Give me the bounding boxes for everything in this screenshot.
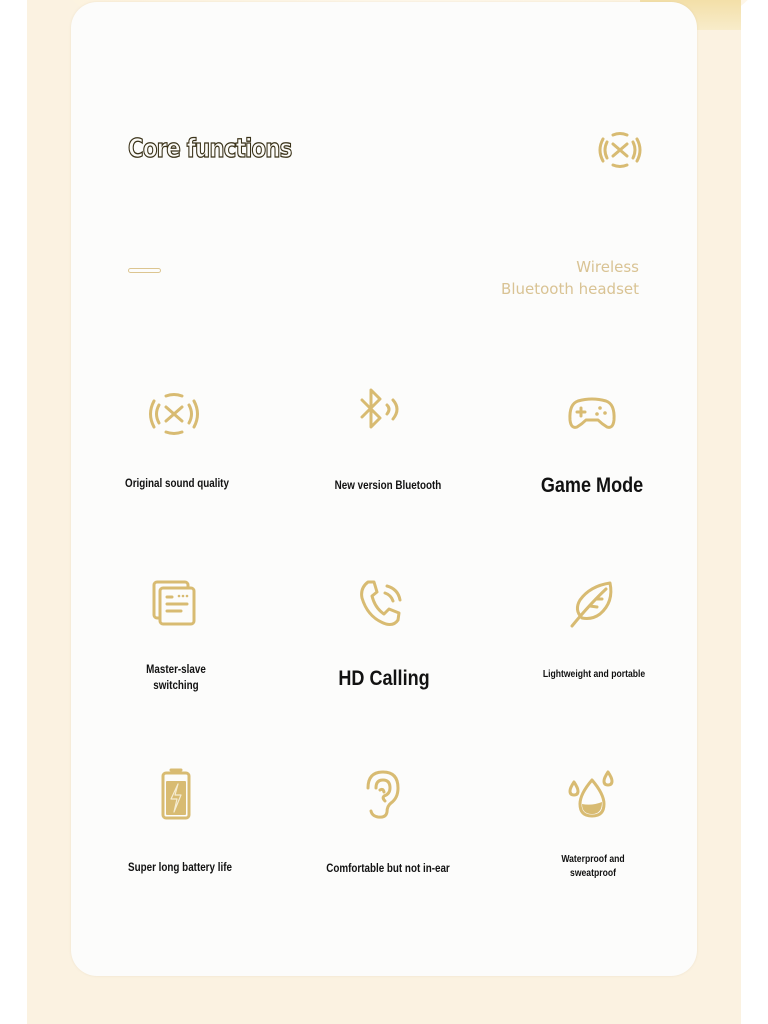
feature-label-hd-calling: HD Calling [338,667,430,690]
subtitle-line-2: Bluetooth headset [501,280,639,298]
phone-call-icon [356,578,408,630]
feature-label-master-slave: Master-slave switching [146,662,206,692]
feature-label-bluetooth: New version Bluetooth [334,478,442,492]
gamepad-icon [566,390,618,442]
water-drops-icon [566,768,618,820]
stacked-cards-icon [150,578,202,630]
title-divider [128,268,161,273]
feature-label-battery: Super long battery life [128,860,232,874]
bluetooth-icon [356,386,408,438]
feature-label-lightweight: Lightweight and portable [542,668,646,680]
feature-label-waterproof: Waterproof and sweatproof [561,853,625,879]
ear-icon [356,768,408,820]
feature-label-game-mode: Game Mode [540,474,644,497]
section-title: Core functions [128,134,292,164]
product-subtitle [501,256,639,300]
sound-waves-icon [148,388,200,440]
subtitle-line-1: Wireless [576,258,639,276]
feather-icon [566,578,618,630]
feature-label-sound-quality: Original sound quality [125,476,229,490]
battery-icon [150,768,202,820]
feature-label-comfortable: Comfortable but not in-ear [326,861,450,875]
sound-waves-icon [598,128,642,172]
